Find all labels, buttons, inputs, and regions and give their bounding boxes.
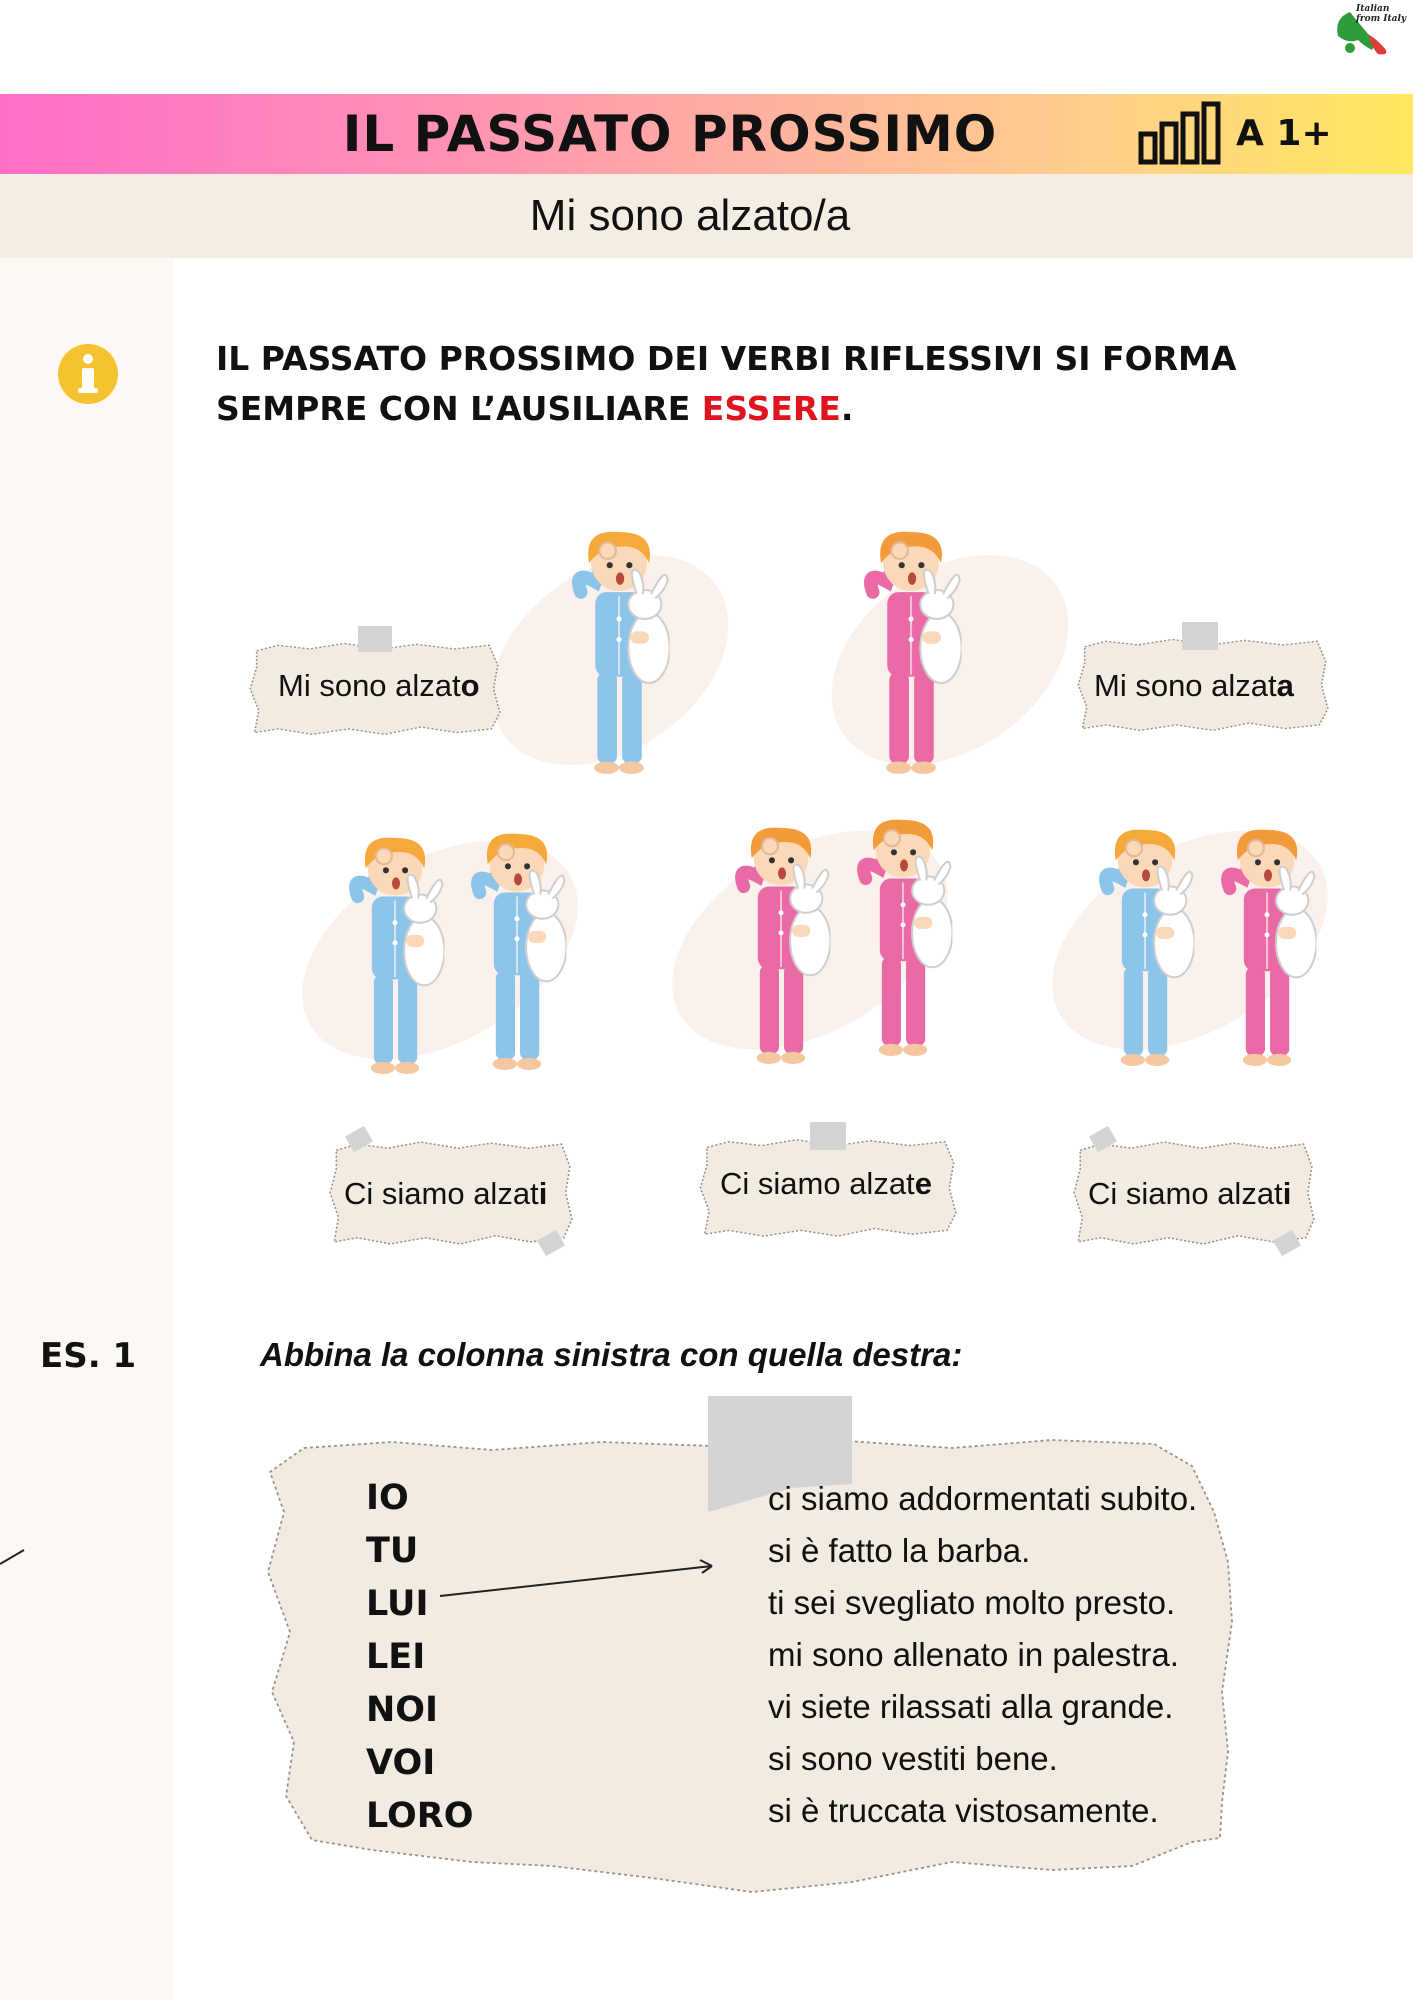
note-ending: i	[538, 1176, 548, 1211]
note-text	[344, 1176, 547, 1212]
info-emphasis: ESSERE	[701, 389, 841, 428]
note-card	[246, 626, 502, 744]
phrase-item: vi siete rilassati alla grande.	[768, 1688, 1174, 1725]
phrase-item: si è fatto la barba.	[768, 1532, 1031, 1569]
note-text	[278, 668, 480, 704]
note-card	[326, 1130, 574, 1256]
pronoun-item: LORO	[366, 1796, 474, 1836]
pronoun-item: TU	[366, 1531, 419, 1571]
phrase-item: ti sei svegliato molto presto.	[768, 1584, 1176, 1621]
page-title: IL PASSATO PROSSIMO	[342, 105, 998, 163]
boy-in-pajamas-illustration	[548, 528, 688, 776]
note-ending: e	[914, 1166, 932, 1201]
note-ending: o	[460, 668, 480, 703]
boy-in-pajamas-illustration	[448, 830, 584, 1072]
phrase-item: mi sono allenato in palestra.	[768, 1636, 1179, 1673]
note-text	[1094, 668, 1294, 704]
note-stem: Ci siamo alzat	[344, 1176, 539, 1211]
tape-piece	[1182, 622, 1218, 650]
note-ending: i	[1282, 1176, 1292, 1211]
pronoun-item: VOI	[366, 1743, 436, 1783]
info-text-main: IL PASSATO PROSSIMO DEI VERBI RIFLESSIVI SI FORMA SEMPRE CON L’AUSILIARE	[216, 339, 1237, 428]
info-text	[216, 334, 1356, 434]
girl-in-pajamas-illustration	[834, 816, 970, 1058]
italian-from-italy-logo	[1328, 0, 1413, 58]
tape-piece	[810, 1122, 846, 1150]
note-card	[1074, 622, 1330, 740]
note-stem: Mi sono alzat	[1094, 668, 1277, 703]
boy-in-pajamas-illustration	[1076, 826, 1212, 1068]
pronoun-item: NOI	[366, 1690, 439, 1730]
note-stem: Ci siamo alzat	[1088, 1176, 1283, 1211]
note-ending: a	[1276, 668, 1294, 703]
level-label: A 1+	[1236, 113, 1332, 154]
exercise-label: ES. 1	[40, 1336, 137, 1376]
note-card	[1070, 1130, 1316, 1256]
info-text-end: .	[840, 389, 854, 428]
pronoun-item: LEI	[366, 1637, 426, 1677]
pronoun-item: IO	[366, 1478, 409, 1518]
note-text	[720, 1166, 932, 1202]
girl-in-pajamas-illustration	[712, 824, 848, 1066]
left-margin-strip	[0, 258, 173, 2000]
girl-in-pajamas-illustration	[1198, 826, 1334, 1068]
logo-text: Italian from Italy	[1356, 4, 1407, 24]
note-text	[1088, 1176, 1291, 1212]
level-bars-icon	[1138, 100, 1228, 168]
note-stem: Ci siamo alzat	[720, 1166, 915, 1201]
page-subtitle: Mi sono alzato/a	[529, 191, 851, 240]
note-card	[696, 1122, 958, 1248]
info-icon	[56, 342, 120, 406]
phrase-item: si è truccata vistosamente.	[768, 1792, 1159, 1829]
note-stem: Mi sono alzat	[278, 668, 461, 703]
girl-in-pajamas-illustration	[840, 528, 980, 776]
phrase-item: si sono vestiti bene.	[768, 1740, 1058, 1777]
phrase-item: ci siamo addormentati subito.	[768, 1480, 1198, 1517]
pronoun-item: LUI	[366, 1584, 429, 1624]
tape-piece	[358, 626, 392, 652]
exercise-instruction: Abbina la colonna sinistra con quella destra:	[260, 1336, 963, 1373]
boy-in-pajamas-illustration	[326, 834, 462, 1076]
